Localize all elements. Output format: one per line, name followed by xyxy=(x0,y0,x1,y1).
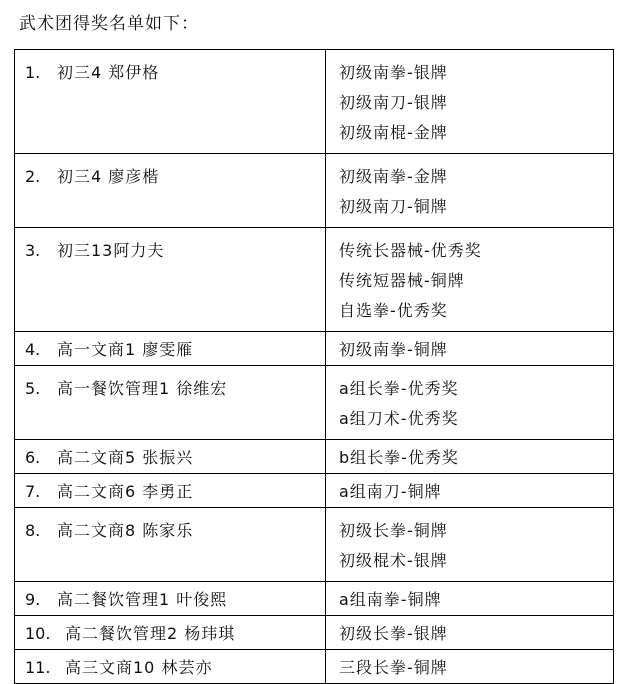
prizes-cell xyxy=(326,440,614,474)
prizes-cell xyxy=(326,228,614,332)
prize-item: 初级棍术-银牌 xyxy=(339,551,448,570)
student-cell xyxy=(15,366,326,440)
prizes-cell xyxy=(326,154,614,228)
student-name: 高三文商10 林芸亦 xyxy=(65,658,213,677)
row-number: 5. xyxy=(25,379,41,398)
prize-item: 初级南刀-银牌 xyxy=(339,93,448,112)
table-row xyxy=(15,616,614,650)
table-row xyxy=(15,440,614,474)
student-name: 高二文商8 陈家乐 xyxy=(57,521,194,540)
student-cell xyxy=(15,332,326,366)
table-row xyxy=(15,332,614,366)
prize-item: 初级南棍-金牌 xyxy=(339,123,448,142)
student-cell xyxy=(15,228,326,332)
table-row xyxy=(15,650,614,684)
row-number: 9. xyxy=(25,590,41,609)
table-row xyxy=(15,474,614,508)
prize-item: a组长拳-优秀奖 xyxy=(339,379,459,398)
prize-item: 初级南拳-银牌 xyxy=(339,63,448,82)
row-number: 11. xyxy=(25,658,51,677)
table-row xyxy=(15,366,614,440)
table-row xyxy=(15,154,614,228)
prizes-cell xyxy=(326,508,614,582)
prizes-cell xyxy=(326,616,614,650)
prize-item: a组刀术-优秀奖 xyxy=(339,409,459,428)
prize-item: 传统短器械-铜牌 xyxy=(339,271,465,290)
prizes-cell xyxy=(326,582,614,616)
student-name: 高二餐饮管理1 叶俊熙 xyxy=(57,590,228,609)
student-cell xyxy=(15,440,326,474)
table-row xyxy=(15,50,614,154)
prizes-cell xyxy=(326,650,614,684)
prize-item: a组南刀-铜牌 xyxy=(339,482,442,501)
row-number: 2. xyxy=(25,167,41,186)
student-name: 高一文商1 廖雯雁 xyxy=(57,340,194,359)
row-number: 8. xyxy=(25,521,41,540)
student-name: 初三13阿力夫 xyxy=(57,241,165,260)
prize-item: 初级南拳-铜牌 xyxy=(339,340,448,359)
student-cell xyxy=(15,508,326,582)
prize-item: 传统长器械-优秀奖 xyxy=(339,241,482,260)
student-cell xyxy=(15,50,326,154)
prizes-cell xyxy=(326,332,614,366)
student-cell xyxy=(15,582,326,616)
prizes-cell xyxy=(326,50,614,154)
table-row xyxy=(15,228,614,332)
student-cell xyxy=(15,474,326,508)
prize-item: 初级南刀-铜牌 xyxy=(339,197,448,216)
student-name: 初三4 廖彦楷 xyxy=(57,167,160,186)
prizes-cell xyxy=(326,366,614,440)
row-number: 3. xyxy=(25,241,41,260)
prize-item: 初级南拳-金牌 xyxy=(339,167,448,186)
table-row xyxy=(15,582,614,616)
prize-item: 自选拳-优秀奖 xyxy=(339,301,448,320)
student-name: 高二文商5 张振兴 xyxy=(57,448,194,467)
row-number: 1. xyxy=(25,63,41,82)
student-cell xyxy=(15,616,326,650)
student-name: 初三4 郑伊格 xyxy=(57,63,160,82)
prize-item: 初级长拳-银牌 xyxy=(339,624,448,643)
awards-table xyxy=(14,49,614,684)
student-cell xyxy=(15,154,326,228)
row-number: 6. xyxy=(25,448,41,467)
prize-item: 初级长拳-铜牌 xyxy=(339,521,448,540)
table-row xyxy=(15,508,614,582)
prize-item: 三段长拳-铜牌 xyxy=(339,658,448,677)
student-name: 高一餐饮管理1 徐维宏 xyxy=(57,379,228,398)
student-name: 高二文商6 李勇正 xyxy=(57,482,194,501)
student-cell xyxy=(15,650,326,684)
prize-item: b组长拳-优秀奖 xyxy=(339,448,459,467)
row-number: 10. xyxy=(25,624,51,643)
prizes-cell xyxy=(326,474,614,508)
page-title: 武术团得奖名单如下： xyxy=(19,14,199,34)
row-number: 4. xyxy=(25,340,41,359)
prize-item: a组南拳-铜牌 xyxy=(339,590,442,609)
row-number: 7. xyxy=(25,482,41,501)
student-name: 高二餐饮管理2 杨玮琪 xyxy=(65,624,236,643)
